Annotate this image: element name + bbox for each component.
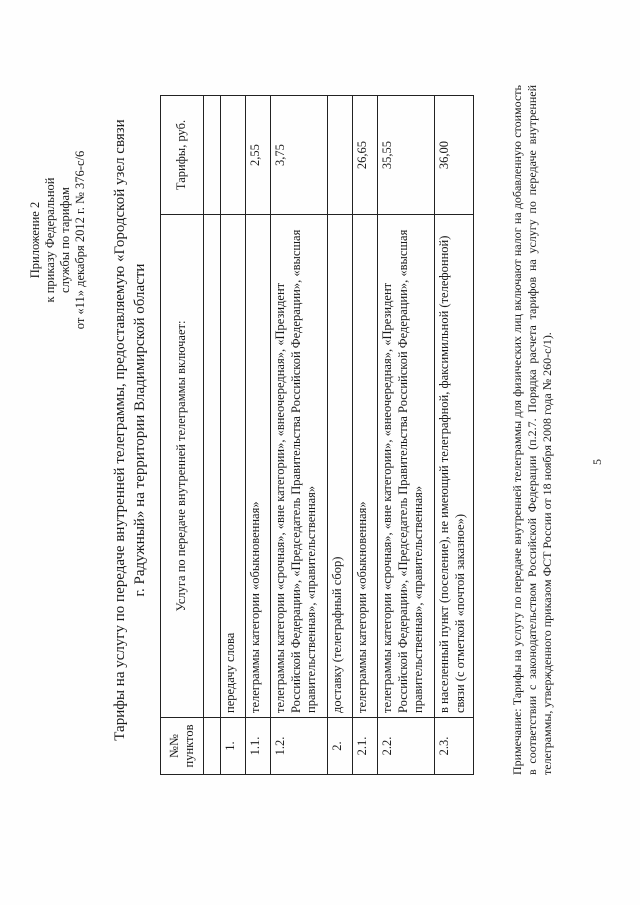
header-service: Услуга по передаче внутренней телеграммы включает: [161, 215, 204, 718]
row-service: телеграммы категории «обыкновенная» [353, 215, 378, 718]
title-line-2: г. Радужный» на территории Владимирской области [132, 263, 148, 597]
table-row [378, 96, 435, 775]
table-row [435, 96, 474, 775]
row-price: 36,00 [435, 96, 474, 215]
row-number: 2. [328, 718, 353, 775]
row-service: в населенный пункт (поселение), не имеющий телеграфной, факсимильной (телефонной) связи (с отметкой «почтой заказное») [435, 215, 474, 718]
table-row [353, 96, 378, 775]
document-title [110, 105, 150, 755]
row-price: 35,55 [378, 96, 435, 215]
table-row [221, 96, 246, 775]
approval-line-4: от «11» декабря 2012 г. № 376-с/6 [73, 150, 87, 330]
row-price: 3,75 [271, 96, 328, 215]
table-row [328, 96, 353, 775]
approval-line-2: к приказу Федеральной [43, 177, 57, 303]
row-number: 2.1. [353, 718, 378, 775]
row-service: телеграммы категории «срочная», «вне категории», «внеочередная», «Президент Российской Федерации», «Председатель Правительства Российской Федерации», «высшая правительственная», «правительственная» [271, 215, 328, 718]
row-service: передачу слова [221, 215, 246, 718]
table-spacer-row [204, 96, 221, 775]
tariff-table [160, 95, 474, 775]
row-price [328, 96, 353, 215]
row-number: 1.2. [271, 718, 328, 775]
approval-line-1: Приложение 2 [28, 201, 42, 279]
table-row [246, 96, 271, 775]
approval-stamp-block [28, 110, 88, 370]
row-number: 1. [221, 718, 246, 775]
row-price: 2,55 [246, 96, 271, 215]
row-number: 1.1. [246, 718, 271, 775]
title-line-1: Тарифы на услугу по передаче внутренней телеграммы, предоставляемую «Городской узел связи [112, 119, 128, 741]
row-number: 2.2. [378, 718, 435, 775]
approval-line-3: службы по тарифам [58, 187, 72, 293]
header-tariff: Тарифы, руб. [161, 96, 204, 215]
row-price [221, 96, 246, 215]
table-row [271, 96, 328, 775]
row-service: телеграммы категории «срочная», «вне категории», «внеочередная», «Президент Российской Федерации», «Председатель Правительства Российской Федерации», «высшая правительственная», «правительственная» [378, 215, 435, 718]
header-item-number: №№ пунктов [161, 718, 204, 775]
row-number: 2.3. [435, 718, 474, 775]
footnote-note: Примечание: Тарифы на услугу по передаче внутренней телеграммы для физических лиц включают налог на добавленную стоимость в соответствии с законодательством Российской Федерации (п.2.7. Порядка расчета тарифов на услугу по передаче внутренней телеграммы, утвержденного приказом ФСТ России от 18 ноября 2008 года № 260-с/1). [510, 85, 554, 775]
row-service: телеграммы категории «обыкновенная» [246, 215, 271, 718]
table-header-row [161, 96, 204, 775]
row-service: доставку (телеграфный сбор) [328, 215, 353, 718]
page-number: 5 [590, 459, 604, 465]
row-price: 26,65 [353, 96, 378, 215]
